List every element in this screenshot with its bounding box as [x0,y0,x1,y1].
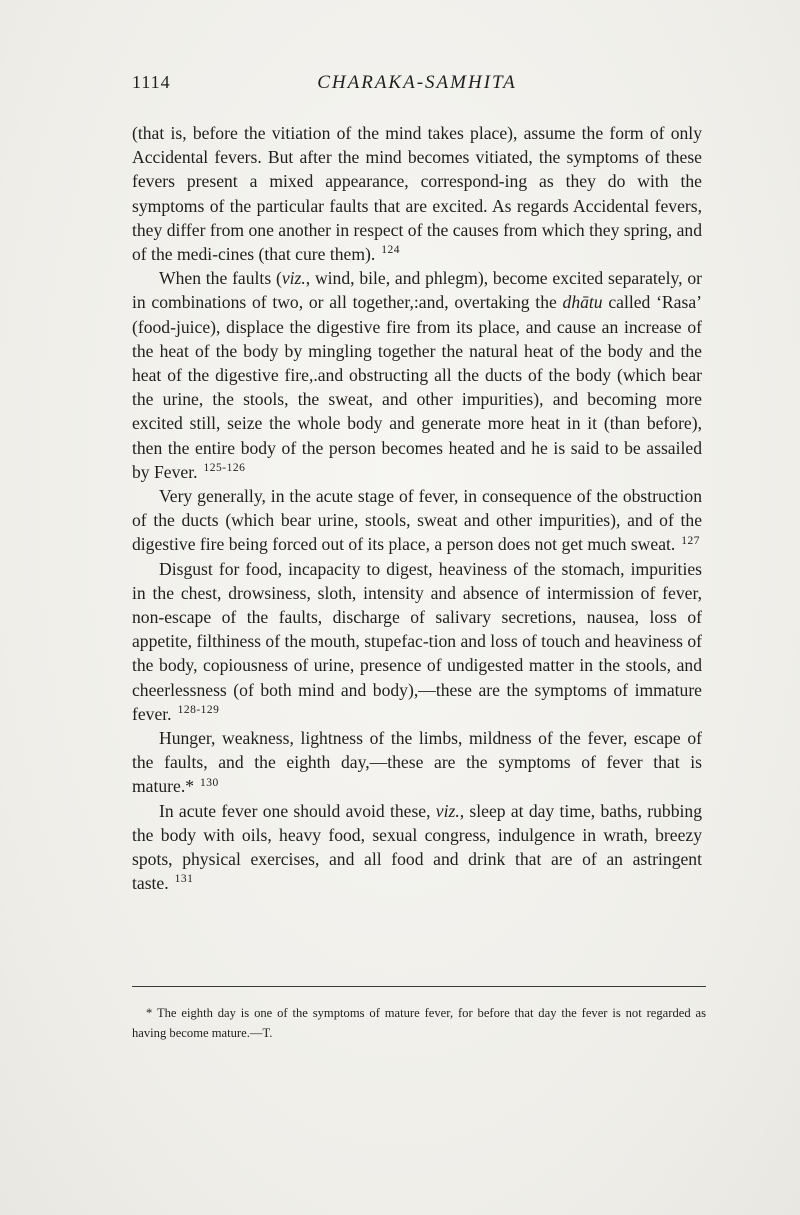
verse-number: 124 [381,244,401,257]
paragraph [132,726,702,799]
paragraph [132,557,702,726]
text-segment: When the faults ( [159,268,282,289]
italic-text: viz. [435,800,460,821]
verse-number: 127 [681,534,701,547]
text-segment: called ‘Rasa’ (food-juice), displace the digestive fire from its place, and cause an increase of the heat of the body by mingling together the natural heat of the body and the heat of the digestive fire,.and obstructing all the ducts of the body (which bear the urine, the stools, the sweat, and other impurities), and becoming more excited still, seize the whole body and generate more heat in it (than before), then the entire body of the person becomes heated and he is said to be assailed by Fever. [132,292,702,482]
paragraph [132,484,702,557]
text-segment: In acute fever one should avoid these, [159,800,436,821]
italic-text: dhātu [562,292,603,313]
verse-number: 130 [200,776,219,789]
paragraph [132,799,702,896]
text-segment: Hunger, weakness, lightness of the limbs, mildness of the fever, escape of the faults, and the eighth day,—these are the symptoms of fever that is mature.* [132,728,702,797]
footnote-divider [132,986,706,987]
text-segment: (that is, before the vitiation of the mind takes place), assume the form of only Accidental fevers. But after the mind becomes vitiated, the symptoms of these fevers present a mixed appearance, correspond-ing as they do with the symptoms of the particular faults that are excited. As regards Accidental fevers, they differ from one another in respect of the causes from which they spring, and of the medi-cines (that cure them). [132,123,702,265]
running-title: CHARAKA-SAMHITA [317,72,517,93]
paragraph [132,121,702,266]
paragraph [132,266,702,484]
verse-number: 131 [174,873,194,886]
text-segment: Very generally, in the acute stage of fever, in consequence of the obstruction of the ducts (which bear urine, stools, sweat and other impurities), and of the digestive fire being forced out of its place, a person does not get much sweat. [132,486,702,555]
footnote [132,1003,706,1043]
text-segment: Disgust for food, incapacity to digest, heaviness of the stomach, impurities in the chest, drowsiness, sloth, intensity and absence of intermission of fever, non-escape of the faults, discharge of salivary secretions, nausea, loss of appetite, filthiness of the mouth, stupefac-tion and loss of touch and heaviness of the body, copiousness of urine, presence of undigested matter in the stools, and cheerlessness (of both mind and body),—these are the symptoms of immature fever. [132,558,702,724]
text-segment: , sleep at day time, baths, rubbing the body with oils, heavy food, sexual congress, indulgence in wrath, breezy spots, physical exercises, and all food and drink that are of an astringent taste. [132,800,702,894]
body-text [132,121,702,896]
text-segment: , wind, bile, and phlegm), become excited separately, or in combinations of two, or all together,:and, overtaking the [132,268,702,313]
page-number: 1114 [132,72,171,92]
verse-number: 128-129 [177,704,220,717]
page-header [132,72,702,100]
verse-number: 125-126 [203,461,246,474]
footnote-text: * The eighth day is one of the symptoms of mature fever, for before that day the fever is not regarded as having become mature.—T. [132,1006,706,1040]
italic-text: viz. [281,268,306,289]
